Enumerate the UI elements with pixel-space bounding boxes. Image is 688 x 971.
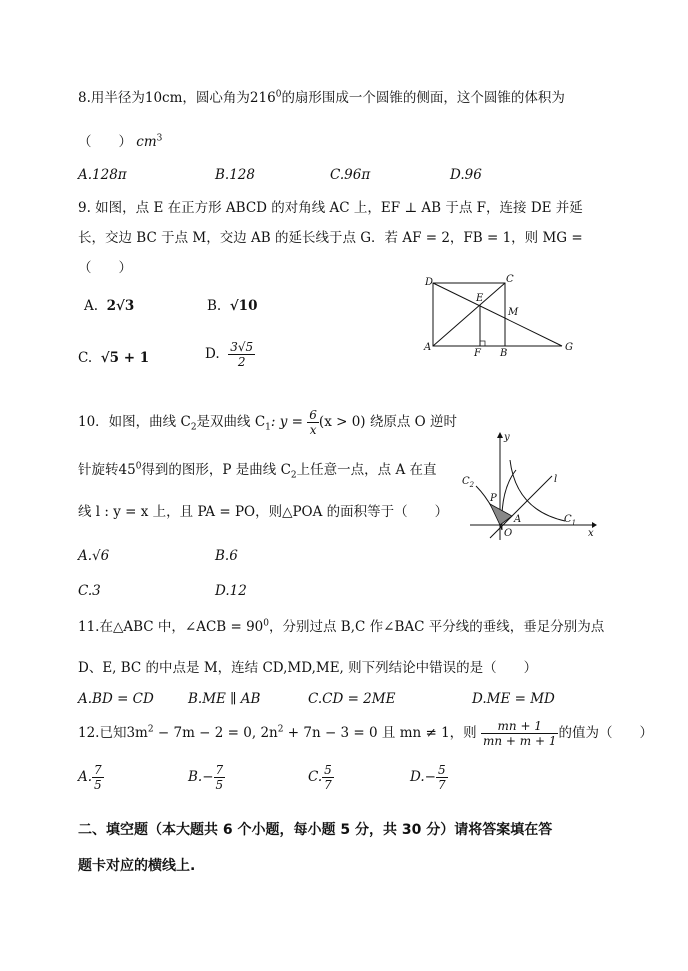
q10-option-c: C.3 (78, 583, 101, 599)
fig10-label-l: l (554, 474, 558, 485)
fig10-label-p: P (490, 493, 497, 504)
q12-line1: 12.已知$3m^2 - 7m - 2 = 0$, $2n^2 + 7n - 3 = 0$ 且 mn ≠ 1，则 $\frac{mn + 1}{mn + m + 1}$ 的值为（ ） (78, 719, 653, 748)
q10-line1: 10．如图，曲线 $C_2$是双曲线 $C_1$: y = $\frac{6}{x}$ (x > 0) 绕原点 O 逆时 (78, 408, 457, 437)
fig10-label-x: x (588, 528, 594, 539)
q9-option-c: C. √5 + 1 (78, 350, 150, 366)
q11-option-a: A.BD = CD (78, 691, 154, 707)
q10-figure (460, 430, 600, 542)
q10-line2: 针旋转$45^0$得到的图形，P 是曲线 $C_2$上任意一点，点 A 在直 (78, 461, 437, 481)
q12-option-a: A. $\frac{7}{5}$ (78, 763, 102, 792)
q8-stem: 8.用半径为10cm，圆心角为$216^0$的扇形围成一个圆锥的侧面，这个圆锥的体积为 (78, 89, 565, 106)
fig-label-e: E (476, 293, 484, 304)
section2-line2: 题卡对应的横线上. (78, 858, 196, 874)
q8-option-b: B.128 (215, 167, 255, 183)
q10-option-a: A.√6 (78, 548, 110, 564)
q12-option-b: B.− $\frac{7}{5}$ (188, 763, 224, 792)
q9-option-d: D. $\frac{3√5}{2}$ (205, 340, 254, 369)
q11-option-c: C.CD = 2ME (308, 691, 396, 707)
q8-option-d: D.96 (450, 167, 482, 183)
q10-option-b: B.6 (215, 548, 238, 564)
fig-label-d: D (425, 277, 434, 288)
q9-line1: 9. 如图，点 E 在正方形 ABCD 的对角线 AC 上，EF ⊥ AB 于点 F，连接 DE 并延 (78, 200, 583, 216)
q9-line2: 长，交边 BC 于点 M，交边 AB 的延长线于点 G．若 AF = 2，FB = 1，则 MG = (78, 230, 583, 246)
q9-option-a: A. 2√3 (84, 298, 135, 314)
q8-option-c: C.96π (330, 167, 371, 183)
section2-line1: 二、填空题（本大题共 6 个小题，每小题 5 分，共 30 分）请将答案填在答 (78, 822, 553, 838)
fig-label-m: M (508, 307, 519, 318)
q12-option-c: C. $\frac{5}{7}$ (308, 763, 332, 792)
q9-option-b: B. √10 (207, 298, 258, 314)
q9-figure (420, 274, 580, 360)
fig-label-a: A (424, 342, 432, 353)
fig-label-g: G (565, 342, 573, 353)
q11-option-b: B.ME ∥ AB (188, 691, 261, 707)
q8-option-a: A.128π (78, 167, 127, 183)
q11-option-d: D.ME = MD (472, 691, 555, 707)
fig10-label-c1: $C_1$ (564, 514, 577, 527)
q11-line1: 11.在△ABC 中，∠ACB = $90^0$，分别过点 B,C 作∠BAC 平分线的垂线，垂足分别为点 (78, 618, 605, 635)
q10-line3: 线 l : y = x 上，且 PA = PO，则△POA 的面积等于（ ） (78, 504, 449, 520)
fig10-label-y: y (504, 432, 510, 443)
q12-option-d: D.− $\frac{5}{7}$ (410, 763, 446, 792)
fig10-label-c2: $C_2$ (462, 476, 475, 489)
fig10-label-o: O (504, 528, 513, 539)
fig-label-c: C (506, 274, 514, 285)
q9-blank: （ ） (78, 260, 132, 276)
q10-option-d: D.12 (215, 583, 247, 599)
fig-label-b: B (500, 348, 508, 359)
fig-label-f: F (474, 348, 481, 359)
q8-blank: （ ） $cm^3$ (78, 133, 163, 150)
fig10-label-a: A (514, 514, 522, 525)
q11-line2: D、E, BC 的中点是 M，连结 CD,MD,ME, 则下列结论中错误的是（ ） (78, 660, 538, 676)
